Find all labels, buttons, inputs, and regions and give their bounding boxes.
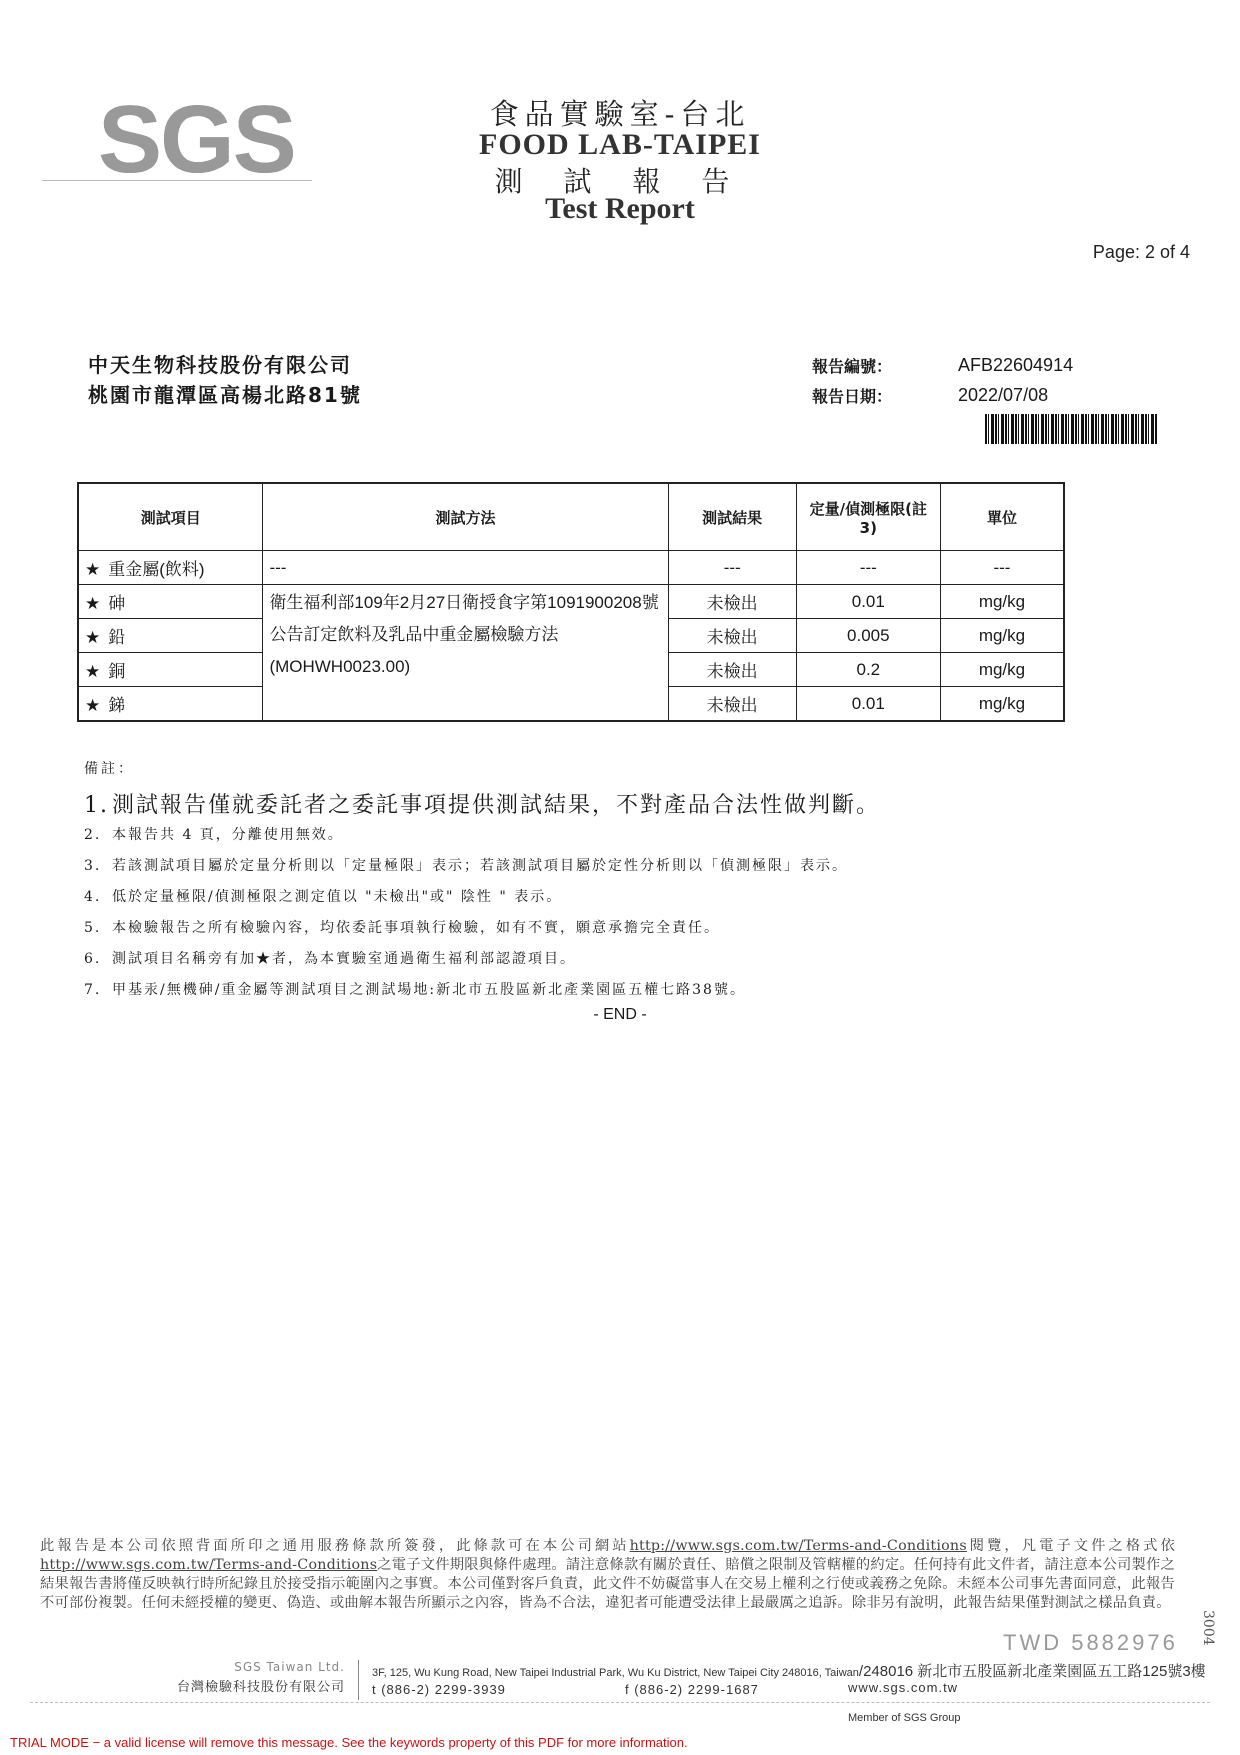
item-name: 砷 — [108, 594, 126, 613]
legal-disclaimer — [40, 1537, 1175, 1613]
address-zh: /248016 新北市五股區新北產業園區五工路125號3樓 — [858, 1663, 1206, 1680]
client-block — [88, 350, 362, 410]
lab-title-en: FOOD LAB-TAIPEI — [479, 128, 761, 161]
cell-unit: --- — [940, 551, 1064, 585]
table-header-row — [78, 483, 1064, 551]
cell-limit: --- — [796, 551, 940, 585]
note-number: 2. — [84, 827, 102, 843]
note-item — [84, 917, 720, 937]
page-number: Page: 2 of 4 — [1092, 242, 1190, 262]
cell-method: --- — [263, 551, 668, 585]
item-name: 銅 — [108, 662, 126, 681]
note-text: 若該測試項目屬於定量分析則以「定量極限」表示；若該測試項目屬於定性分析則以「偵測極限」表示。 — [112, 858, 848, 874]
disclaimer-part-1: 此報告是本公司依照背面所印之通用服務條款所簽發，此條款可在本公司網站 — [40, 1538, 630, 1554]
note-item — [84, 824, 344, 844]
star-icon: ★ — [85, 560, 101, 579]
end-marker: - END - — [593, 1006, 647, 1023]
note-item — [84, 948, 576, 968]
cell-item — [78, 687, 263, 722]
star-icon: ★ — [85, 628, 101, 647]
footer-phone: t (886-2) 2299-3939 — [372, 1682, 506, 1697]
report-no-label: 報告編號： — [812, 357, 893, 376]
star-icon: ★ — [85, 696, 101, 715]
disclaimer-part-2: 閱覽，凡電子文件之格式依 — [966, 1538, 1175, 1554]
note-item — [84, 979, 746, 999]
cell-result: --- — [668, 551, 796, 585]
header-result: 測試結果 — [668, 483, 796, 551]
note-number: 1. — [84, 793, 109, 818]
cell-limit: 0.01 — [796, 687, 940, 722]
company-name-zh: 台灣檢驗科技股份有限公司 — [176, 1680, 345, 1695]
note-number: 7. — [84, 982, 102, 998]
item-name: 銻 — [108, 696, 126, 715]
header-unit: 單位 — [940, 483, 1064, 551]
note-item — [84, 886, 562, 906]
cell-result: 未檢出 — [668, 585, 796, 619]
header-limit: 定量/偵測極限(註3) — [796, 483, 940, 551]
disclaimer-part-3: 之電子文件期限與條件處理。請注意條款有關於責任、賠償之限制及管轄權的約定。任何持有此文件者，請注意本公司製作之結果報告書將僅反映執行時所紀錄且於接受指示範圍內之事實。本公司僅對客戶負責，此文件不妨礙當事人在交易上權利之行使或義務之免除。未經本公司事先書面同意，此報告不可部份複製。任何未經授權的變更、偽造、或曲解本報告所顯示之內容，皆為不合法，違犯者可能遭受法律上最嚴厲之追訴。除非另有說明，此報告結果僅對測試之樣品負責。 — [40, 1557, 1175, 1611]
cell-method-shared: 衛生福利部109年2月27日衛授食字第1091900208號公告訂定飲料及乳品中重金屬檢驗方法(MOHWH0023.00) — [263, 585, 668, 722]
client-address: 桃園市龍潭區高楊北路81號 — [88, 383, 362, 407]
note-number: 3. — [84, 858, 102, 874]
note-text: 測試項目名稱旁有加★者，為本實驗室通過衛生福利部認證項目。 — [112, 951, 576, 967]
client-name: 中天生物科技股份有限公司 — [88, 353, 352, 377]
footer-divider — [358, 1660, 359, 1700]
note-item — [84, 788, 880, 819]
note-text: 測試報告僅就委託者之委託事項提供測試結果，不對產品合法性做判斷。 — [112, 793, 881, 818]
lab-title-zh: 食品實驗室-台北 — [489, 97, 751, 131]
terms-link-2[interactable]: http://www.sgs.com.tw/Terms-and-Conditions — [40, 1557, 378, 1573]
side-code: 3004 — [1200, 1610, 1216, 1646]
footer-member: Member of SGS Group — [848, 1712, 961, 1724]
note-text: 本檢驗報告之所有檢驗內容，均依委託事項執行檢驗，如有不實，願意承擔完全責任。 — [112, 920, 720, 936]
header-method: 測試方法 — [263, 483, 668, 551]
report-title-en: Test Report — [545, 192, 695, 225]
note-text: 本報告共 4 頁，分離使用無效。 — [112, 827, 344, 843]
footer-address — [372, 1660, 1206, 1681]
note-text: 低於定量極限/偵測極限之測定值以 "未檢出"或" 陰性 " 表示。 — [112, 889, 563, 905]
company-name-en: SGS Taiwan Ltd. — [234, 1660, 345, 1674]
notes-title: 備註： — [84, 761, 135, 777]
footer-fax: f (886-2) 2299-1687 — [625, 1682, 759, 1697]
sgs-logo-text: SGS — [98, 86, 295, 193]
report-date-label: 報告日期： — [812, 387, 893, 406]
cell-result: 未檢出 — [668, 619, 796, 653]
trial-mode-notice: TRIAL MODE − a valid license will remove this message. See the keywords property of this PDF for more information. — [10, 1735, 688, 1750]
cell-result: 未檢出 — [668, 653, 796, 687]
cell-item — [78, 585, 263, 619]
footer-website[interactable]: www.sgs.com.tw — [848, 1680, 959, 1695]
footer-company — [150, 1660, 345, 1695]
cell-item — [78, 619, 263, 653]
header-item: 測試項目 — [78, 483, 263, 551]
footer-dashed-rule — [30, 1702, 1210, 1703]
note-item — [84, 855, 848, 875]
item-name: 重金屬(飲料) — [108, 560, 205, 579]
note-number: 4. — [84, 889, 102, 905]
star-icon: ★ — [85, 594, 101, 613]
report-info-values — [958, 350, 1073, 410]
terms-link-1[interactable]: http://www.sgs.com.tw/Terms-and-Conditions — [629, 1538, 967, 1554]
cell-limit: 0.2 — [796, 653, 940, 687]
item-name: 鉛 — [108, 628, 126, 647]
cell-result: 未檢出 — [668, 687, 796, 722]
results-table — [77, 482, 1065, 722]
cell-item — [78, 551, 263, 585]
cell-unit: mg/kg — [940, 653, 1064, 687]
cell-unit: mg/kg — [940, 585, 1064, 619]
cell-limit: 0.01 — [796, 585, 940, 619]
cell-limit: 0.005 — [796, 619, 940, 653]
note-text: 甲基汞/無機砷/重金屬等測試項目之測試場地:新北市五股區新北產業園區五權七路38號。 — [112, 982, 746, 998]
note-number: 5. — [84, 920, 102, 936]
cell-unit: mg/kg — [940, 687, 1064, 722]
cell-item — [78, 653, 263, 687]
note-number: 6. — [84, 951, 102, 967]
document-serial: TWD 5882976 — [1003, 1630, 1178, 1655]
report-info-labels — [812, 352, 892, 412]
table-row-group — [78, 551, 1064, 585]
star-icon: ★ — [85, 662, 101, 681]
address-en: 3F, 125, Wu Kung Road, New Taipei Industrial Park, Wu Ku District, New Taipei City 248016, Taiwan — [372, 1667, 859, 1679]
barcode — [985, 414, 1157, 444]
cell-unit: mg/kg — [940, 619, 1064, 653]
report-date-value: 2022/07/08 — [958, 385, 1049, 405]
report-no-value: AFB22604914 — [958, 355, 1074, 375]
report-title-zh: 測 試 報 告 — [494, 165, 746, 198]
table-row — [78, 585, 1064, 619]
